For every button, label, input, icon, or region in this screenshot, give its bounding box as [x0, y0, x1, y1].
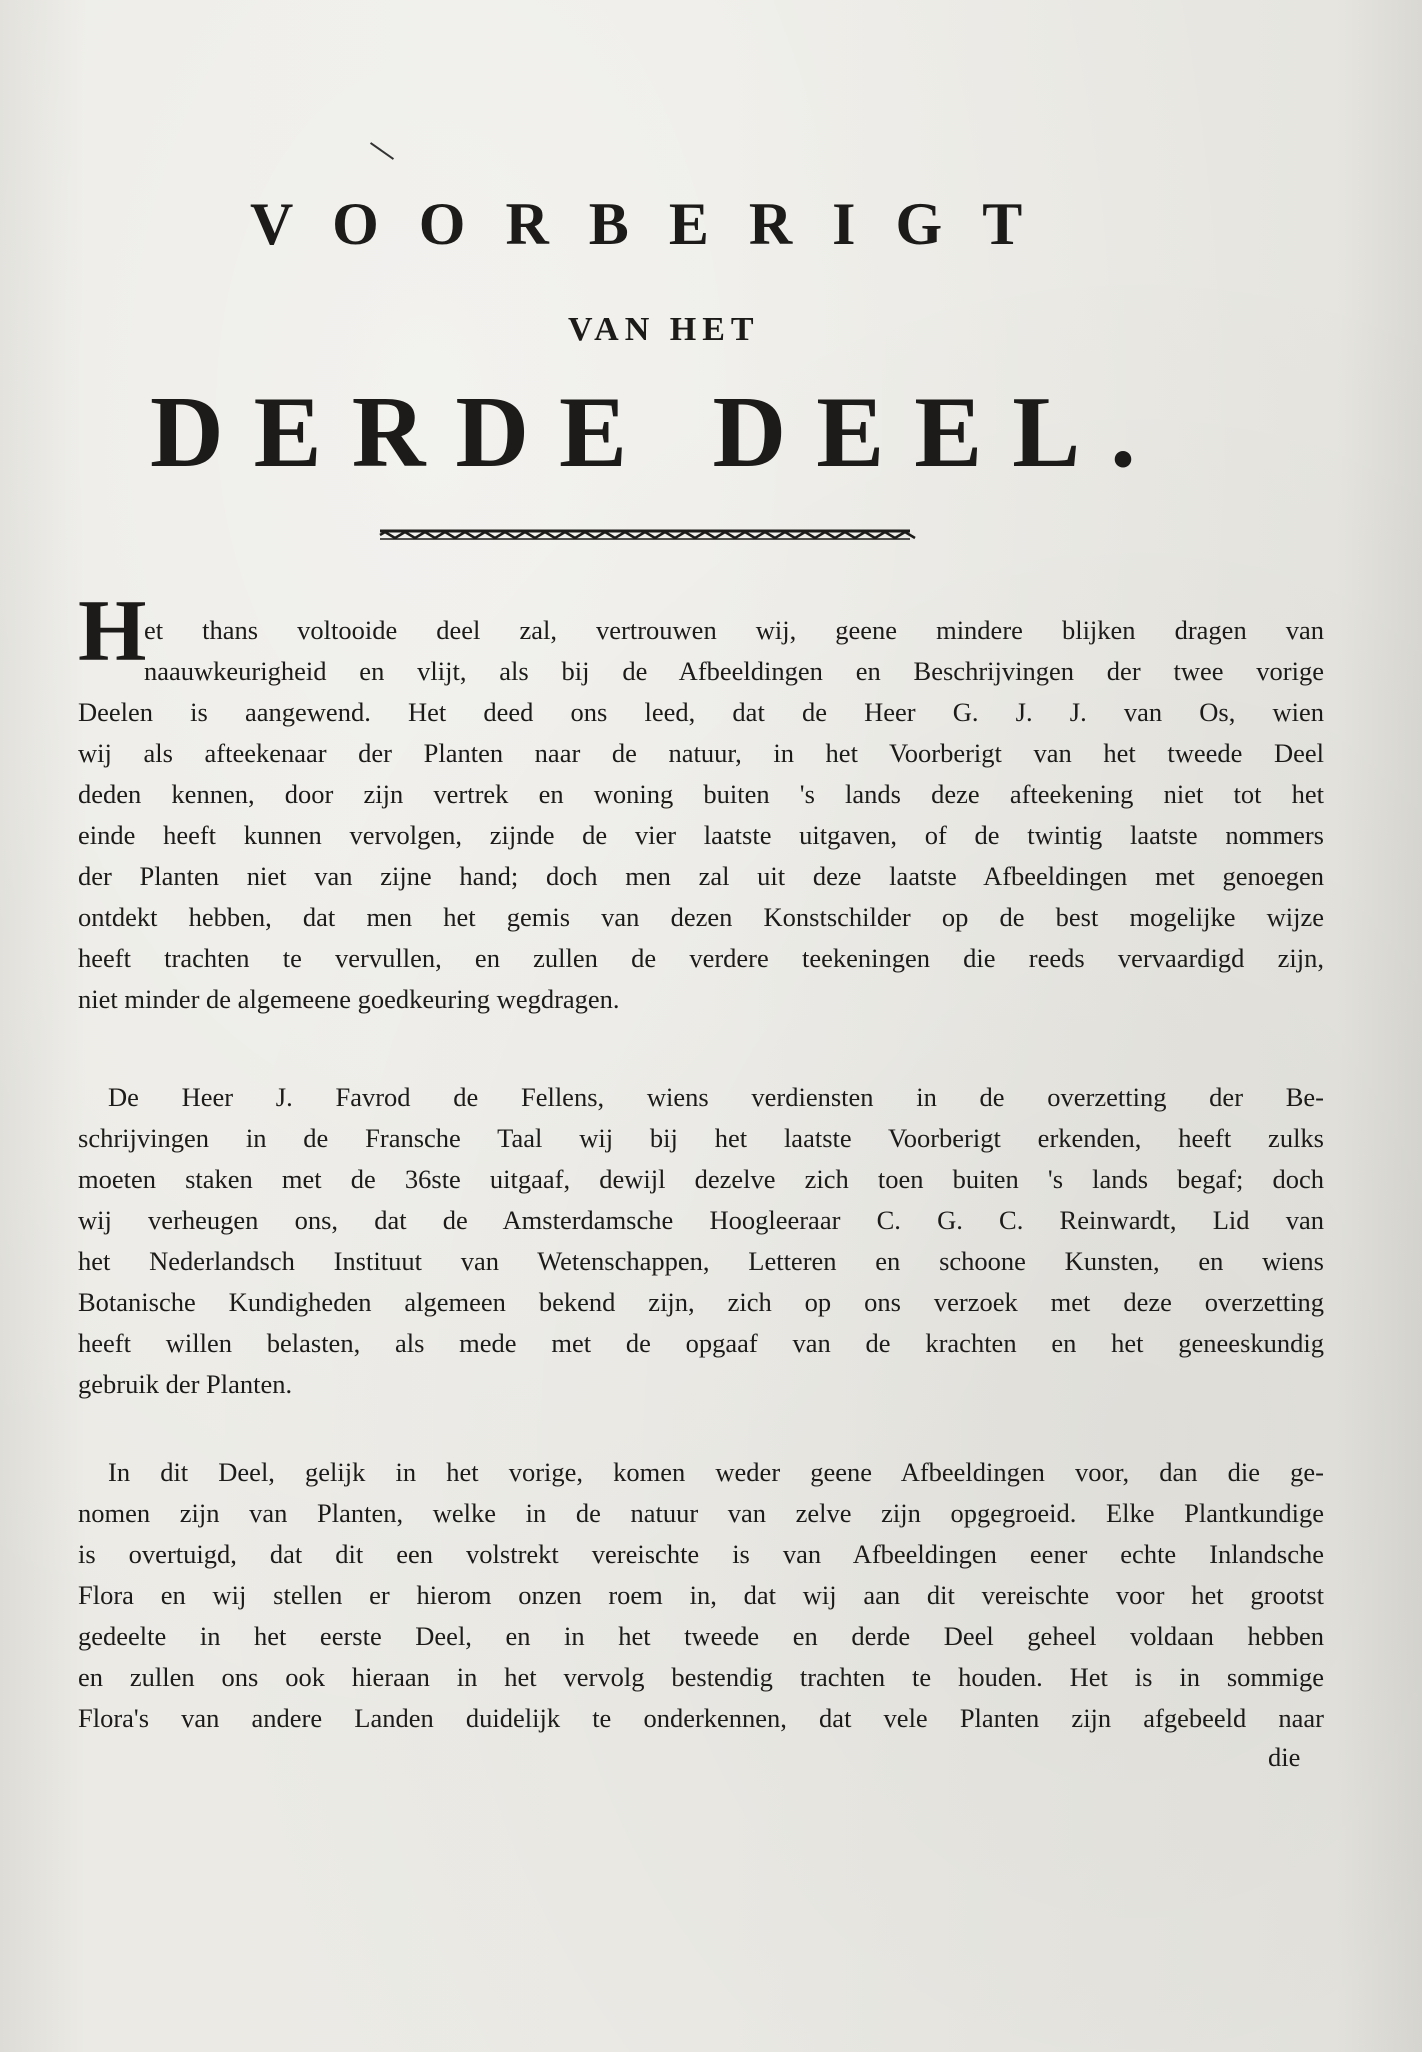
paragraph-2: [78, 1077, 1324, 1405]
paragraph-line: gedeelte in het eerste Deel, en in het tweede en derde Deel geheel voldaan hebben: [78, 1621, 1324, 1651]
paragraph-line: heeft willen belasten, als mede met de opgaaf van de krachten en het geneeskundig: [78, 1328, 1324, 1358]
paragraph-line: gebruik der Planten.: [78, 1369, 293, 1399]
title-voorberigt: VOORBERIGT: [250, 191, 1063, 257]
paragraph-line: Botanische Kundigheden algemeen bekend zijn, zich op ons verzoek met deze overzetting: [78, 1287, 1324, 1317]
paragraph-line: wij verheugen ons, dat de Amsterdamsche Hoogleeraar C. G. C. Reinwardt, Lid van: [78, 1205, 1324, 1235]
paragraph-line: ontdekt hebben, dat men het gemis van dezen Konstschilder op de best mogelijke wijze: [78, 902, 1324, 932]
paragraph-line: nomen zijn van Planten, welke in de natuur van zelve zijn opgegroeid. Elke Plantkundige: [78, 1498, 1324, 1528]
paragraph-line: heeft trachten te vervullen, en zullen de verdere teekeningen die reeds vervaardigd zijn,: [78, 943, 1324, 973]
ink-mark: [370, 142, 394, 160]
ornamental-rule-icon: [380, 528, 910, 542]
paragraph-line: In dit Deel, gelijk in het vorige, komen weder geene Afbeeldingen voor, dan die ge-: [108, 1457, 1324, 1487]
line-text: et thans voltooide deel zal, vertrouwen wij, geene mindere blijken dragen van: [144, 615, 1324, 645]
paragraph-line: Flora's van andere Landen duidelijk te onderkennen, dat vele Planten zijn afgebeeld naar: [78, 1703, 1324, 1733]
drop-capital: H: [78, 583, 147, 680]
paragraph-line: en zullen ons ook hieraan in het vervolg bestendig trachten te houden. Het is in sommige: [78, 1662, 1324, 1692]
title-derde-deel: DERDE DEEL.: [150, 376, 1166, 489]
paragraph-line: naauwkeurigheid en vlijt, als bij de Afbeeldingen en Beschrijvingen der twee vorige: [144, 656, 1324, 686]
title-van-het: VAN HET: [568, 311, 760, 348]
paragraph-line: niet minder de algemeene goedkeuring wegdragen.: [78, 984, 620, 1014]
paragraph-line: Flora en wij stellen er hierom onzen roem in, dat wij aan dit vereischte voor het grootst: [78, 1580, 1324, 1610]
paragraph-line: Deelen is aangewend. Het deed ons leed, dat de Heer G. J. J. van Os, wien: [78, 697, 1324, 727]
paragraph-line: wij als afteekenaar der Planten naar de natuur, in het Voorberigt van het tweede Deel: [78, 738, 1324, 768]
paragraph-line: het Nederlandsch Instituut van Wetenschappen, Letteren en schoone Kunsten, en wiens: [78, 1246, 1324, 1276]
paragraph-line: einde heeft kunnen vervolgen, zijnde de vier laatste uitgaven, of de twintig laatste nommers: [78, 820, 1324, 850]
paragraph-line: der Planten niet van zijne hand; doch men zal uit deze laatste Afbeeldingen met genoegen: [78, 861, 1324, 891]
paragraph-1: [78, 583, 1324, 1020]
paragraph-line: is overtuigd, dat dit een volstrekt vereischte is van Afbeeldingen eener echte Inlandsche: [78, 1539, 1324, 1569]
paragraph-3: [78, 1452, 1324, 1739]
paragraph-line: De Heer J. Favrod de Fellens, wiens verdiensten in de overzetting der Be-: [108, 1082, 1324, 1112]
paragraph-line: moeten staken met de 36ste uitgaaf, dewijl dezelve zich toen buiten 's lands begaf; doch: [78, 1164, 1324, 1194]
paragraph-line: schrijvingen in de Fransche Taal wij bij het laatste Voorberigt erkenden, heeft zulks: [78, 1123, 1324, 1153]
catchword: die: [1268, 1742, 1301, 1772]
paragraph-line: deden kennen, door zijn vertrek en woning buiten 's lands deze afteekening niet tot het: [78, 779, 1324, 809]
